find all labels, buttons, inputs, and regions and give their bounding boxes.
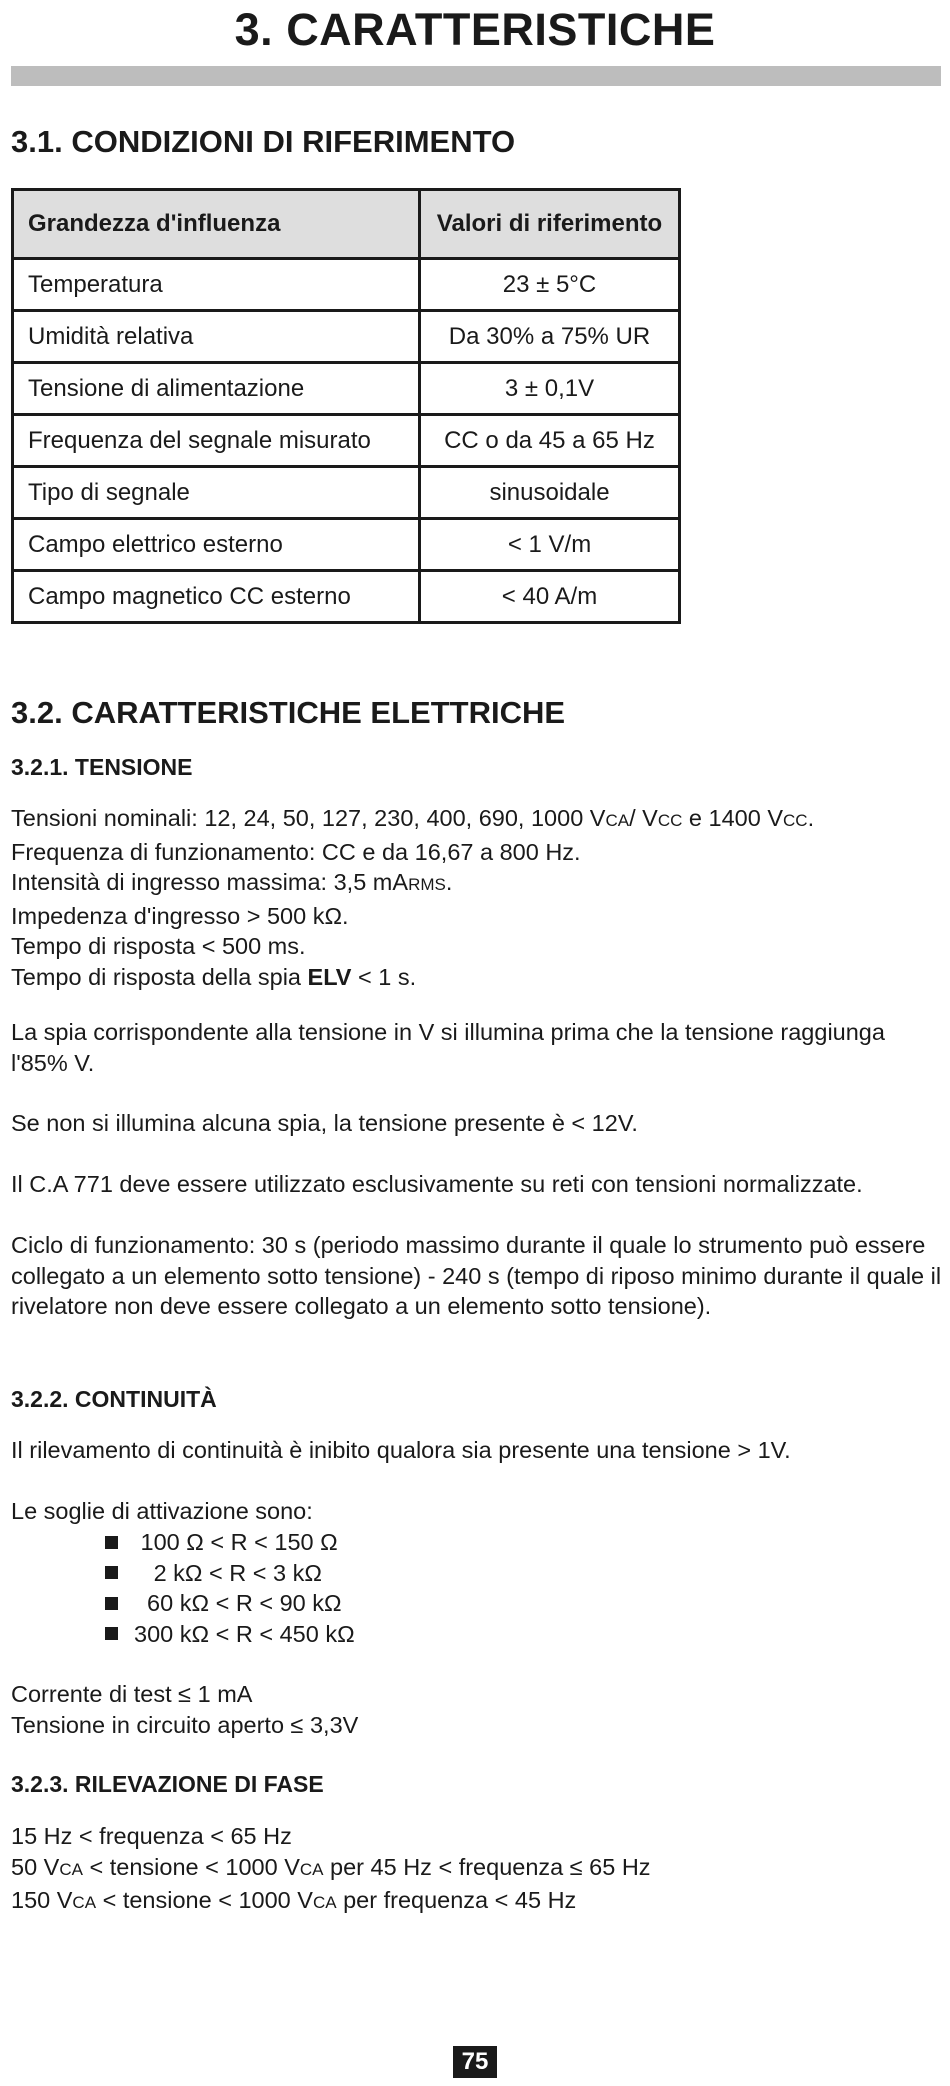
- list-item: 100 Ω < R < 150 Ω: [105, 1527, 355, 1558]
- continuity-inhibit-paragraph: Il rilevamento di continuità è inibito qualora sia presente una tensione > 1V.: [11, 1437, 791, 1463]
- table-header-cell: Grandezza d'influenza: [13, 190, 420, 259]
- phase-line-1: 15 Hz < frequenza < 65 Hz: [11, 1823, 292, 1849]
- table-cell: Tensione di alimentazione: [13, 363, 420, 415]
- page-title: 3. CARATTERISTICHE: [234, 4, 716, 55]
- phase-line-2: 50 VCA < tensione < 1000 VCA per 45 Hz < frequenza ≤ 65 Hz: [11, 1853, 651, 1880]
- table-cell: Campo magnetico CC esterno: [13, 571, 420, 623]
- duty-cycle-paragraph: Ciclo di funzionamento: 30 s (periodo massimo durante il quale lo strumento può essere collegato a un elemento sotto tensione) - 240 s (tempo di riposo minimo durante il quale il rivelatore non deve essere collegato a un elemento sotto tensione).: [11, 1232, 942, 1319]
- input-intensity-line: Intensità di ingresso massima: 3,5 mARMS.: [11, 869, 453, 895]
- input-impedance-line: Impedenza d'ingresso > 500 kΩ.: [11, 902, 349, 929]
- table-row: [13, 415, 680, 467]
- table-cell: Umidità relativa: [13, 311, 420, 363]
- test-current-block: [11, 1679, 946, 1740]
- phase-line-3: 150 VCA < tensione < 1000 VCA per frequenza < 45 Hz: [11, 1887, 577, 1913]
- table-row: [13, 363, 680, 415]
- section-3-2-heading: 3.2. CARATTERISTICHE ELETTRICHE: [11, 695, 566, 730]
- response-time-line: Tempo di risposta < 500 ms.: [11, 933, 306, 959]
- reference-conditions-table: [11, 188, 681, 624]
- page-number: 75: [453, 2046, 497, 2078]
- phase-detection-block: [11, 1821, 946, 1919]
- table-cell: Frequenza del segnale misurato: [13, 415, 420, 467]
- table-row: [13, 571, 680, 623]
- list-item: 2 kΩ < R < 3 kΩ: [105, 1558, 355, 1589]
- table-cell: Temperatura: [13, 259, 420, 311]
- test-current-line: Corrente di test ≤ 1 mA: [11, 1681, 253, 1707]
- table-cell: Tipo di segnale: [13, 467, 420, 519]
- square-bullet-icon: [105, 1597, 118, 1610]
- list-item: 300 kΩ < R < 450 kΩ: [105, 1619, 355, 1650]
- ca771-usage-paragraph: Il C.A 771 deve essere utilizzato esclusivamente su reti con tensioni normalizzate.: [11, 1171, 863, 1197]
- list-item: 60 kΩ < R < 90 kΩ: [105, 1588, 355, 1619]
- square-bullet-icon: [105, 1536, 118, 1549]
- table-cell: Da 30% a 75% UR: [420, 311, 680, 363]
- square-bullet-icon: [105, 1627, 118, 1640]
- lamp-threshold-paragraph: La spia corrispondente alla tensione in V si illumina prima che la tensione raggiunga l'85% V.: [11, 1019, 885, 1076]
- title-rule: [11, 66, 941, 86]
- table-cell: 3 ± 0,1V: [420, 363, 680, 415]
- section-3-1-heading: 3.1. CONDIZIONI DI RIFERIMENTO: [11, 124, 516, 159]
- section-3-2-1-heading: 3.2.1. TENSIONE: [11, 754, 193, 780]
- table-cell: 23 ± 5°C: [420, 259, 680, 311]
- elv-response-line: Tempo di risposta della spia ELV < 1 s.: [11, 963, 417, 990]
- thresholds-list: [105, 1527, 355, 1649]
- section-3-2-3-heading: 3.2.3. RILEVAZIONE DI FASE: [11, 1771, 324, 1797]
- table-cell: < 1 V/m: [420, 519, 680, 571]
- no-lamp-paragraph: Se non si illumina alcuna spia, la tensione presente è < 12V.: [11, 1110, 638, 1136]
- section-3-2-2-heading: 3.2.2. CONTINUITÀ: [11, 1386, 217, 1412]
- thresholds-intro: Le soglie di attivazione sono:: [11, 1498, 313, 1524]
- table-row: [13, 467, 680, 519]
- operating-frequency-line: Frequenza di funzionamento: CC e da 16,67 a 800 Hz.: [11, 838, 581, 865]
- square-bullet-icon: [105, 1566, 118, 1579]
- table-row: [13, 519, 680, 571]
- table-cell: sinusoidale: [420, 467, 680, 519]
- table-row: [13, 259, 680, 311]
- table-header-row: [13, 190, 680, 259]
- table-header-cell: Valori di riferimento: [420, 190, 680, 259]
- open-circuit-voltage-line: Tensione in circuito aperto ≤ 3,3V: [11, 1711, 359, 1738]
- voltage-specs: [11, 803, 946, 992]
- table-cell: CC o da 45 a 65 Hz: [420, 415, 680, 467]
- table-cell: Campo elettrico esterno: [13, 519, 420, 571]
- table-cell: < 40 A/m: [420, 571, 680, 623]
- nominal-voltages-line: Tensioni nominali: 12, 24, 50, 127, 230, 400, 690, 1000 VCA/ VCC e 1400 VCC.: [11, 805, 815, 831]
- table-row: [13, 311, 680, 363]
